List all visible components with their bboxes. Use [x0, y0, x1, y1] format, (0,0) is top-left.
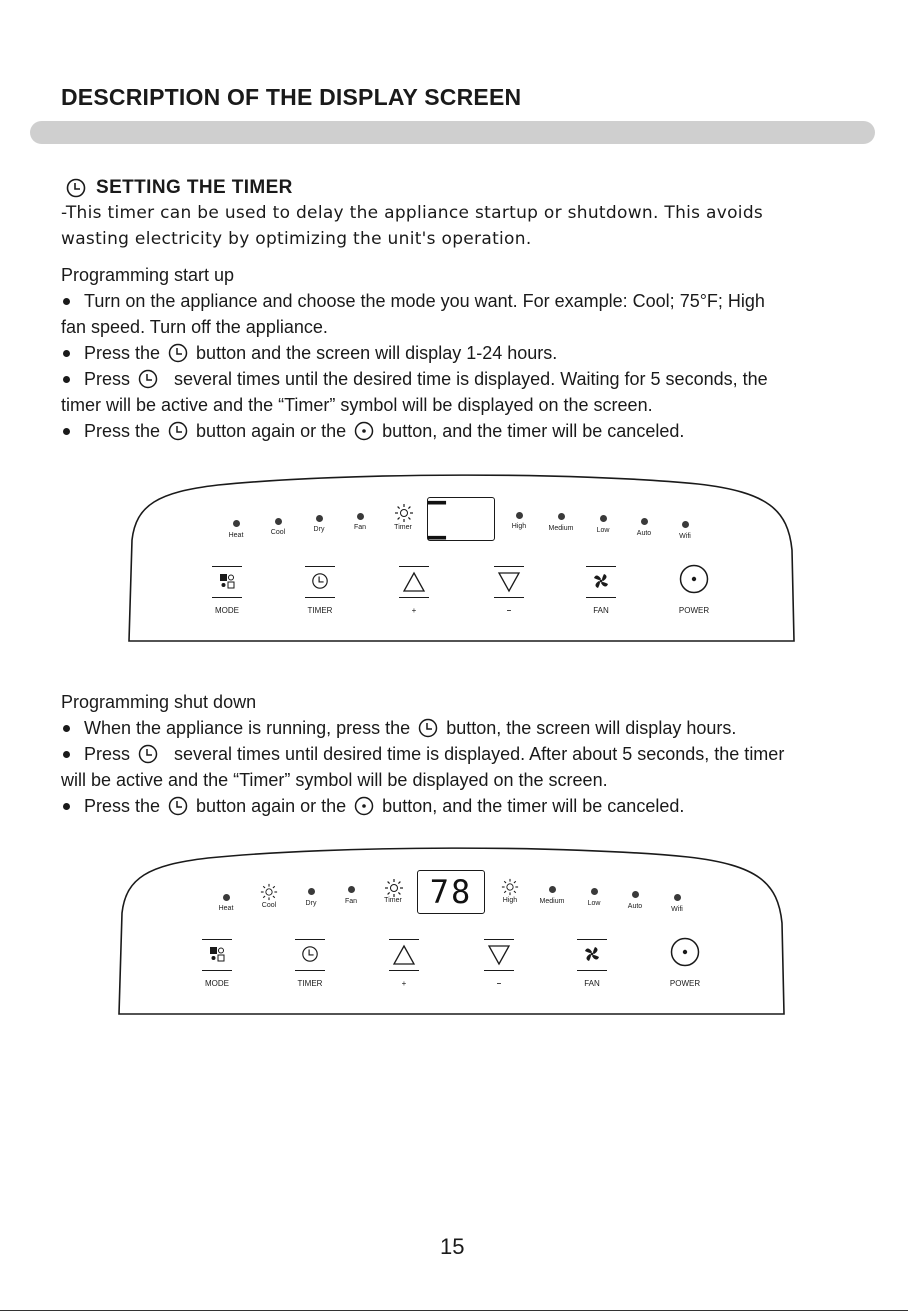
intro-line-2: wasting electricity by optimizing the unit's operation.	[61, 229, 532, 249]
bullet-dot	[63, 298, 70, 305]
bullet-dot	[63, 751, 70, 758]
dry-label: Dry	[305, 900, 317, 907]
digital-display	[417, 870, 485, 914]
fan-button[interactable]	[577, 939, 607, 973]
clock-icon	[66, 178, 86, 198]
page-number: 15	[440, 1234, 465, 1259]
intro-line-1: -This timer can be used to delay the appliance startup or shutdown. This avoids	[61, 203, 764, 223]
power-icon	[354, 796, 374, 816]
bullet-dot	[63, 428, 70, 435]
triangle-down-icon	[487, 944, 511, 966]
medium-led	[558, 513, 565, 520]
high-label: High	[502, 897, 518, 904]
bottom-rule	[0, 1310, 908, 1311]
heat-label: Heat	[218, 905, 234, 912]
low-label: Low	[596, 527, 610, 534]
timer-button-label: TIMER	[307, 606, 333, 615]
shutdown-bullet-2: Press several times until desired time is displayed. After about 5 seconds, the timer	[61, 741, 784, 767]
fan-button-label: FAN	[593, 606, 609, 615]
fan-icon	[592, 572, 610, 590]
auto-led	[632, 891, 639, 898]
timer-button-label: TIMER	[297, 979, 323, 988]
plus-button[interactable]	[399, 566, 429, 600]
heat-led	[233, 520, 240, 527]
power-label: POWER	[678, 606, 710, 615]
timer-label: Timer	[394, 524, 412, 531]
control-panel-1	[128, 470, 796, 645]
high-label: High	[511, 523, 527, 530]
low-led	[600, 515, 607, 522]
high-led	[516, 512, 523, 519]
clock-icon	[168, 421, 188, 441]
triangle-up-icon	[402, 571, 426, 593]
mode-label: MODE	[205, 979, 229, 988]
sun-indicator-icon	[260, 883, 278, 901]
fan-label: Fan	[344, 898, 358, 905]
wifi-label: Wifi	[671, 906, 683, 913]
triangle-down-icon	[497, 571, 521, 593]
wifi-led	[674, 894, 681, 901]
shutdown-bullet-1: When the appliance is running, press the button, the screen will display hours.	[61, 715, 784, 741]
medium-label: Medium	[548, 525, 574, 532]
heat-led	[223, 894, 230, 901]
title-bar-divider	[30, 121, 875, 144]
display-value: – –	[428, 484, 453, 554]
plus-label: +	[411, 606, 417, 615]
cool-led	[275, 518, 282, 525]
startup-bullet-1-cont: fan speed. Turn off the appliance.	[61, 317, 328, 337]
startup-bullet-2: Press the button and the screen will display 1-24 hours.	[61, 340, 768, 366]
low-led	[591, 888, 598, 895]
clock-icon	[301, 945, 319, 963]
clock-icon	[138, 369, 158, 389]
auto-label: Auto	[636, 530, 652, 537]
wifi-label: Wifi	[679, 533, 691, 540]
plus-button[interactable]	[389, 939, 419, 973]
fan-button-label: FAN	[584, 979, 600, 988]
shutdown-bullet-2-cont: will be active and the “Timer” symbol will be displayed on the screen.	[61, 770, 608, 790]
fan-led	[357, 513, 364, 520]
medium-label: Medium	[539, 898, 565, 905]
low-label: Low	[587, 900, 601, 907]
clock-icon	[418, 718, 438, 738]
mode-button[interactable]	[212, 566, 242, 600]
timer-button[interactable]	[295, 939, 325, 973]
power-button[interactable]	[670, 937, 700, 971]
dry-led	[308, 888, 315, 895]
cool-label: Cool	[270, 529, 286, 536]
minus-button[interactable]	[494, 566, 524, 600]
startup-section	[61, 262, 768, 444]
section-heading-text: SETTING THE TIMER	[96, 177, 293, 198]
display-value: 78	[429, 873, 473, 911]
power-icon	[679, 564, 709, 594]
section-heading	[66, 177, 293, 199]
bullet-dot	[63, 376, 70, 383]
power-label: POWER	[669, 979, 701, 988]
auto-led	[641, 518, 648, 525]
heat-label: Heat	[228, 532, 244, 539]
dry-label: Dry	[313, 526, 325, 533]
power-icon	[670, 937, 700, 967]
triangle-up-icon	[392, 944, 416, 966]
control-panel-2	[118, 843, 786, 1018]
page-title: DESCRIPTION OF THE DISPLAY SCREEN	[61, 84, 522, 110]
bullet-dot	[63, 350, 70, 357]
startup-bullet-3: Press several times until the desired time is displayed. Waiting for 5 seconds, the	[61, 366, 768, 392]
clock-icon	[311, 572, 329, 590]
timer-button[interactable]	[305, 566, 335, 600]
minus-label: –	[496, 979, 502, 988]
bullet-dot	[63, 803, 70, 810]
wifi-led	[682, 521, 689, 528]
sun-indicator-icon	[394, 503, 414, 523]
bullet-dot	[63, 725, 70, 732]
clock-icon	[168, 796, 188, 816]
power-icon	[354, 421, 374, 441]
cool-label: Cool	[261, 902, 277, 909]
shutdown-heading: Programming shut down	[61, 692, 257, 712]
startup-bullet-3-cont: timer will be active and the “Timer” symbol will be displayed on the screen.	[61, 395, 653, 415]
auto-label: Auto	[627, 903, 643, 910]
clock-icon	[168, 343, 188, 363]
power-button[interactable]	[679, 564, 709, 598]
clock-icon	[138, 744, 158, 764]
fan-label: Fan	[353, 524, 367, 531]
mode-label: MODE	[215, 606, 239, 615]
intro-paragraph	[61, 200, 763, 252]
plus-label: +	[401, 979, 407, 988]
mode-button[interactable]	[202, 939, 232, 973]
fan-button[interactable]	[586, 566, 616, 600]
digital-display	[427, 484, 495, 554]
mode-icon	[219, 573, 235, 589]
dry-led	[316, 515, 323, 522]
shutdown-bullet-3: Press the button again or the button, and the timer will be canceled.	[61, 793, 784, 819]
mode-icon	[209, 946, 225, 962]
minus-label: –	[506, 606, 512, 615]
minus-button[interactable]	[484, 939, 514, 973]
sun-indicator-icon	[501, 878, 519, 896]
shutdown-section	[61, 689, 784, 819]
fan-led	[348, 886, 355, 893]
startup-bullet-1: Turn on the appliance and choose the mode you want. For example: Cool; 75°F; High	[61, 288, 768, 314]
startup-bullet-4: Press the button again or the button, and the timer will be canceled.	[61, 418, 768, 444]
medium-led	[549, 886, 556, 893]
fan-icon	[583, 945, 601, 963]
timer-label: Timer	[384, 897, 402, 904]
sun-indicator-icon	[384, 878, 404, 898]
startup-heading: Programming start up	[61, 265, 235, 285]
